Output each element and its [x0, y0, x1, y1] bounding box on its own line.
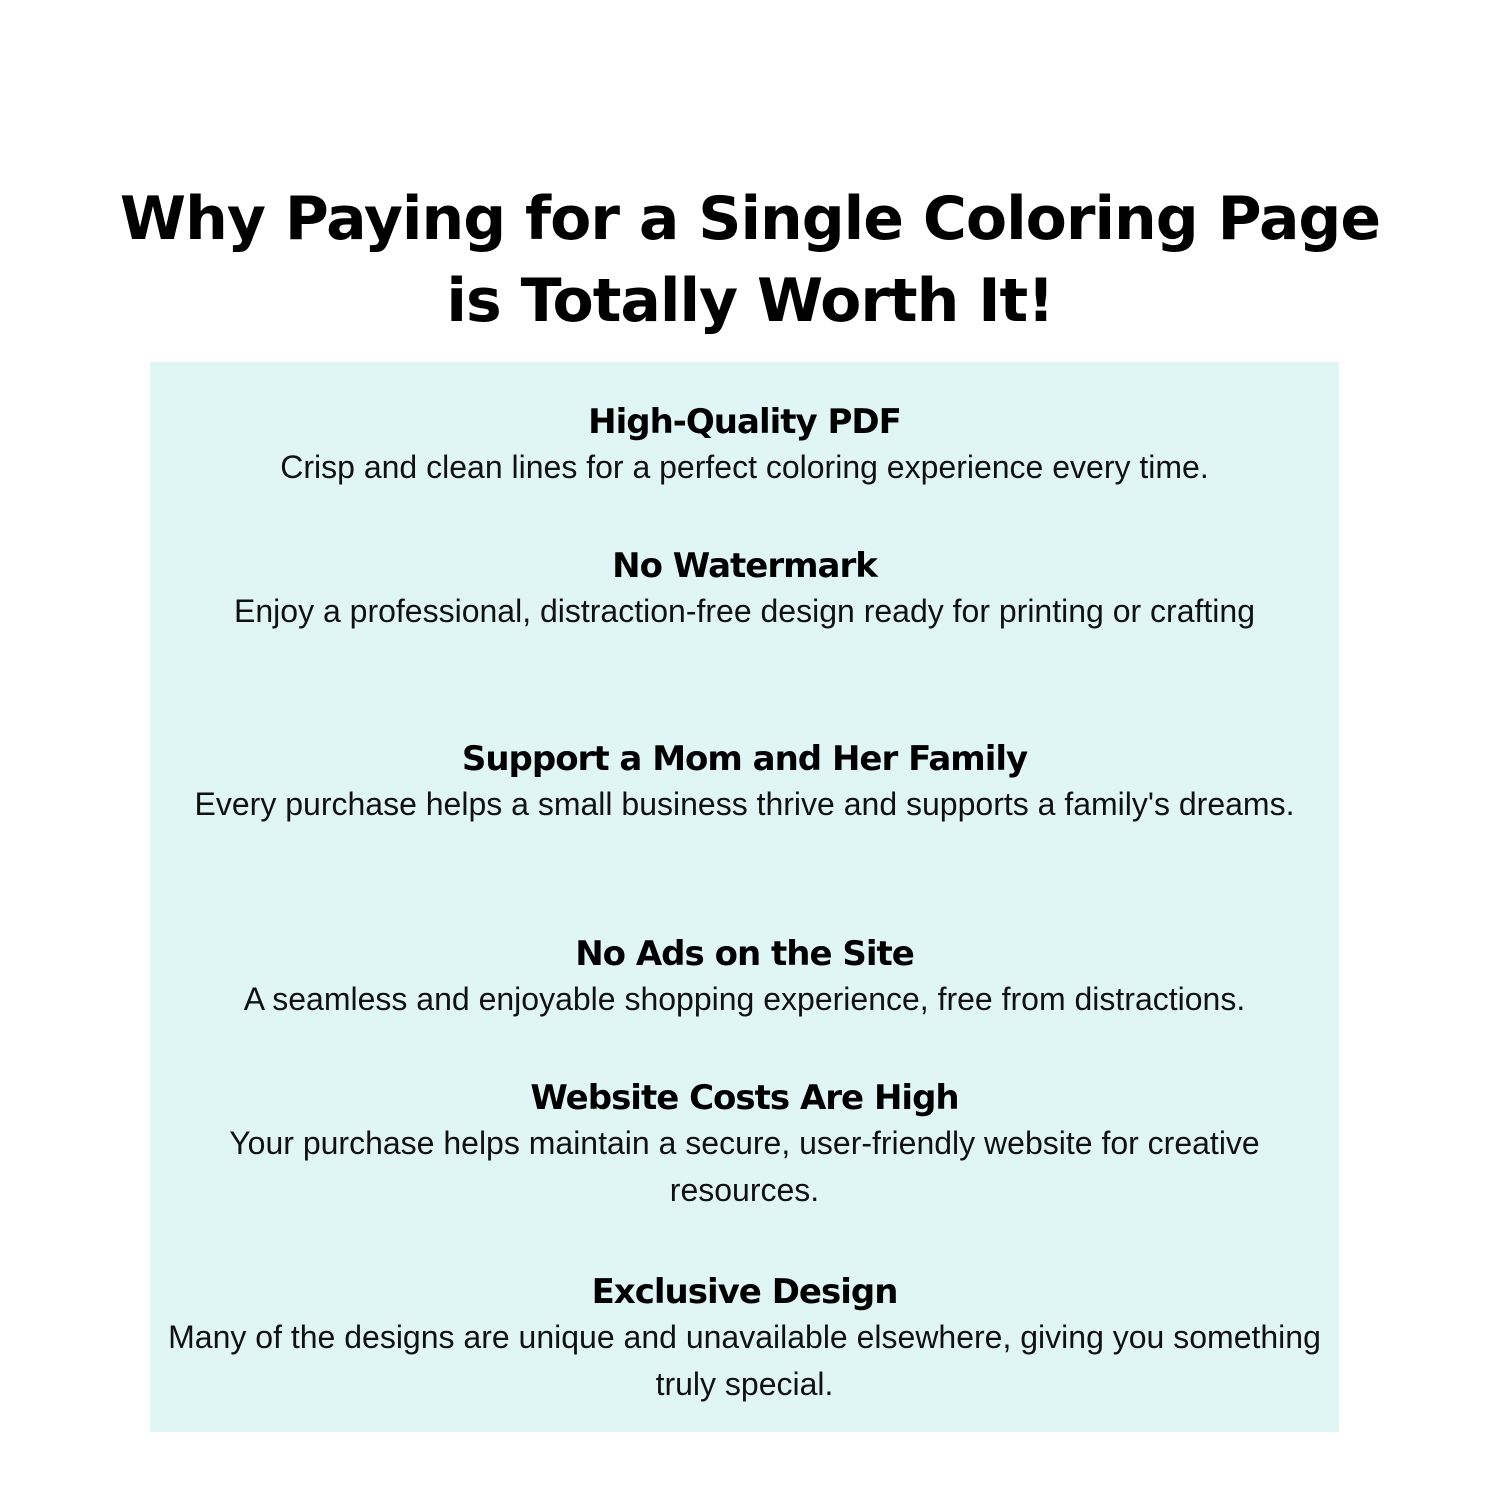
benefit-heading: High-Quality PDF	[588, 402, 901, 442]
benefit-item-high-quality-pdf	[150, 400, 1339, 491]
benefit-description: Enjoy a professional, distraction-free design ready for printing or crafting	[234, 593, 1255, 629]
benefit-heading: Website Costs Are High	[530, 1078, 959, 1118]
benefit-heading: Exclusive Design	[591, 1272, 898, 1312]
benefit-item-exclusive-design	[150, 1270, 1339, 1408]
benefit-description: Crisp and clean lines for a perfect coloring experience every time.	[280, 449, 1209, 485]
title-line-2: is Totally Worth It!	[446, 266, 1054, 337]
benefit-heading: Support a Mom and Her Family	[461, 739, 1028, 779]
title-line-1: Why Paying for a Single Coloring Page	[119, 184, 1381, 255]
benefit-description: Every purchase helps a small business thrive and supports a family's dreams.	[194, 786, 1295, 822]
benefit-description: A seamless and enjoyable shopping experience, free from distractions.	[243, 981, 1246, 1017]
benefit-item-no-ads	[150, 932, 1339, 1023]
benefit-description: Your purchase helps maintain a secure, user-friendly website for creative resources.	[229, 1125, 1260, 1208]
benefit-heading: No Watermark	[612, 546, 877, 586]
benefit-item-support-a-mom	[150, 737, 1339, 828]
benefit-item-website-costs	[150, 1076, 1339, 1214]
benefits-panel	[150, 362, 1339, 1432]
benefit-item-no-watermark	[150, 544, 1339, 635]
benefit-heading: No Ads on the Site	[575, 934, 914, 974]
page-title	[0, 178, 1500, 342]
benefit-description: Many of the designs are unique and unavailable elsewhere, giving you something truly special.	[168, 1319, 1321, 1402]
